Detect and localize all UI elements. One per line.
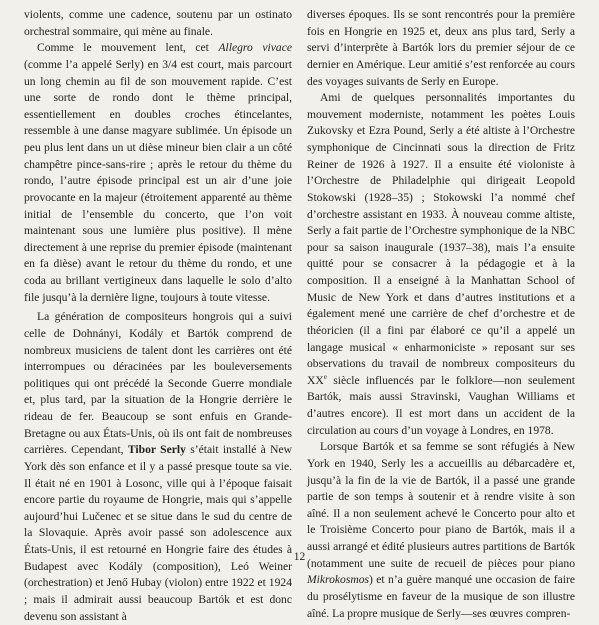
paragraph bbox=[24, 40, 292, 306]
italic-text: Allegro vivace bbox=[218, 41, 292, 55]
superscript-text: e bbox=[323, 372, 327, 381]
bold-text: Tibor Serly bbox=[127, 443, 186, 457]
left-text-column bbox=[24, 7, 292, 625]
text-run: Comme le mouvement lent, cet bbox=[37, 41, 219, 55]
text-run: violents, comme une cadence, soutenu par un ostinato orchestral sommaire, qui mène au finale. bbox=[24, 8, 292, 38]
paragraph bbox=[307, 7, 575, 90]
text-run: s’était installé à New York dès son enfance et il y a passé presque toute sa vie. Il était né en 1901 à Losonc, ville qui à l’époque faisait encore partie du royaume de Hongrie, mais qui s’appelle aujourd’hui Lučenec et se situe dans le sud du centre de la Slovaquie. Après avoir passé son adolescence aux États-Unis, il est retourné en Hongrie faire des études à Budapest avec Kodály (composition), Leó Weiner (orchestration) et Jenő Hubay (violon) entre 1922 et 1924 ; mais il admirait aussi beaucoup Bartók et est donc devenu son assistant à bbox=[24, 443, 292, 623]
text-run: siècle influencés par le folklore—non seulement Bartók, mais aussi Stravinski, Vaughan Williams et d’autres encore). Il est mort dans un accident de la circulation au cours d’un voyage à Londres, en 1978. bbox=[307, 373, 575, 437]
page-number: 12 bbox=[293, 551, 306, 563]
right-text-column bbox=[307, 7, 575, 622]
paragraph bbox=[307, 439, 575, 622]
paragraph bbox=[24, 309, 292, 625]
text-run: Lorsque Bartók et sa femme se sont réfugiés à New York en 1940, Serly les a accueillis au débarcadère et, jusqu’à la fin de la vie de Bartók, il a passé une grande partie de son temps à soutenir et à rendre visite à son aîné. Il a non seulement achevé le Concerto pour alto et le Troisième Concerto pour piano de Bartók, mais il a aussi arrangé et édité plusieurs autres partitions de Bartók (notamment une suite de recueil de pièces pour piano bbox=[307, 440, 575, 570]
text-run: ) et n’a guère manqué une occasion de faire du prosélytisme en faveur de la musique de son illustre aîné. La propre musique de Serly—ses œuvres compren- bbox=[307, 573, 575, 620]
text-run: Ami de quelques personnalités importantes du mouvement moderniste, notamment les poètes Louis Zukovsky et Ezra Pound, Serly a été altiste à l’Orchestre symphonique de Cincinnati sous la direction de Fritz Reiner de 1926 à 1927. Il a ensuite été violoniste à l’Orchestre de Philadelphie qui dirigeait Leopold Stokowski (1928–35) ; Stokowski l’a nommé chef d’orchestre assistant en 1933. À nouveau comme altiste, Serly a fait partie de l’Orchestre symphonique de la NBC pour sa saison inaugurale (1937–38), mais l’a ensuite quitté pour se consacrer à la pédagogie et à la composition. Il a enseigné à la Manhattan School of Music de New York et dans d’autres institutions et a également mené une carrière de chef d’orchestre et de théoricien (il a fini par élaboré ce qu’il a appelé un langage musical « enharmoniciste » reposant sur ses observations du travail de nombreux compositeurs du XX bbox=[307, 91, 575, 387]
text-run: (comme l’a appelé Serly) en 3/4 est court, mais parcourt un long chemin au fil de son mouvement rapide. C’est une sorte de rondo dont le thème principal, essentiellement en doubles croches étincelantes, ressemble à une danse magyare sublimée. Un épisode un peu plus lent dans un ut dièse mineur bien clair a un côté champêtre pince-sans-rire ; après le retour du thème du rondo, l’autre épisode principal est un air d’une joie provocante en la majeur (étroitement apparenté au thème initial de l’ensemble du concerto, que l’on voit maintenant sous une lumière plus positive). Il mène directement à une reprise du premier épisode (maintenant en fa dièse) avant le retour du thème du rondo, et une coda au brillant vertigineux dans laquelle le solo d’alto file jusqu’à la dernière ligne, toujours à toute vitesse. bbox=[24, 57, 292, 304]
text-run: La génération de compositeurs hongrois qui a suivi celle de Dohnányi, Kodály et Bartók comprend de nombreux musiciens de talent dont les carrières ont été interrompues ou déracinées par les bouleversements politiques qui ont précédé la Seconde Guerre mondiale et, plus tard, par la situation de la Hongrie derrière le rideau de fer. Beaucoup se sont enfuis en Grande-Bretagne ou aux États-Unis, où ils ont fait de nombreuses carrières. Cependant, bbox=[24, 310, 292, 457]
paragraph bbox=[307, 90, 575, 439]
italic-text: Mikrokosmos bbox=[307, 573, 370, 587]
text-run: diverses époques. Ils se sont rencontrés pour la première fois en Hongrie en 1925 et, deux ans plus tard, Serly a servi d’interprète à Bartók lors du premier séjour de ce dernier en Amérique. Leur amitié s’est renforcée au cours des voyages suivants de Serly en Europe. bbox=[307, 8, 575, 88]
paragraph bbox=[24, 7, 292, 40]
